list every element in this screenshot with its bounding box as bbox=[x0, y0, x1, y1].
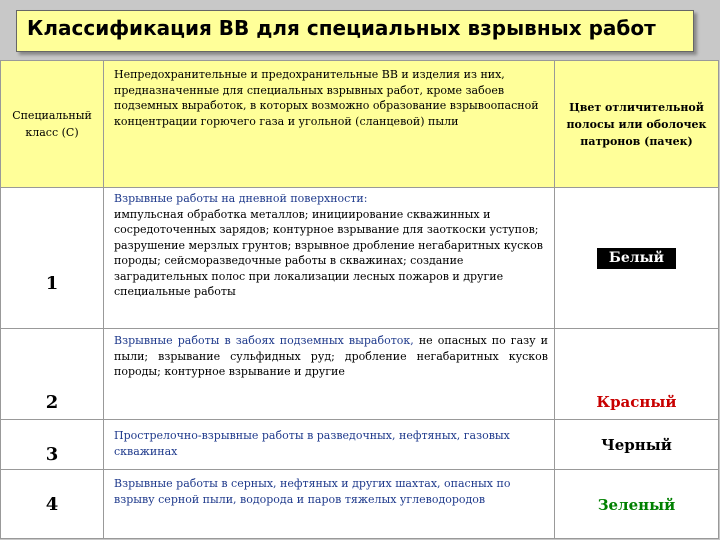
header-color-text: Цвет отличительной полосы или оболочек патронов (пачек) bbox=[566, 100, 707, 148]
row-3-description bbox=[104, 420, 555, 470]
row-2-number: 2 bbox=[45, 392, 59, 413]
header-description-text: Непредохранительные и предохранительные ВВ и изделия из них, предназначенные для специальных взрывных работ, кроме забоев подземных выработок, в которых возможно образование взрывоопасной концентрации горючего газа и угольной (сланцевой) пыли bbox=[114, 68, 539, 128]
header-class bbox=[1, 61, 104, 188]
row-4-color-label: Зеленый bbox=[597, 495, 676, 514]
row-1-description bbox=[104, 188, 555, 329]
row-1-text: импульсная обработка металлов; инициирование скважинных и сосредоточенных зарядов; контурное взрывание для заоткоски уступов; разрушение мерзлых грунтов; взрывное дробление негабаритных кусков породы; сейсморазведочные работы в скважинах; создание заградительных полос при локализации лесных пожаров и другие специальные работы bbox=[114, 207, 543, 298]
row-3-lead: Прострелочно-взрывные работы в разведочных, нефтяных, газовых скважинах bbox=[114, 429, 510, 458]
row-4-description bbox=[104, 470, 555, 539]
row-3-number: 3 bbox=[45, 444, 59, 465]
header-description bbox=[104, 61, 555, 188]
row-3-color-label: Черный bbox=[601, 436, 672, 454]
table-row bbox=[1, 470, 719, 539]
row-2-color-label: Красный bbox=[596, 393, 677, 411]
title-box bbox=[16, 10, 694, 52]
header-class-text: Специальный класс (С) bbox=[12, 109, 92, 139]
page-title: Классификация ВВ для специальных взрывных работ bbox=[27, 16, 656, 40]
header-color bbox=[555, 61, 719, 188]
row-4-color bbox=[555, 470, 719, 539]
row-3-color bbox=[555, 420, 719, 470]
row-2-color bbox=[555, 329, 719, 420]
row-3-class bbox=[1, 420, 104, 470]
table-row bbox=[1, 329, 719, 420]
row-2-text: не опасных по газу и пыли; взрывание сульфидных руд; дробление негабаритных кусков породы; контурное взрывание и другие bbox=[114, 334, 548, 378]
row-1-color bbox=[555, 188, 719, 329]
classification-table bbox=[0, 60, 719, 539]
table-row bbox=[1, 188, 719, 329]
row-2-class bbox=[1, 329, 104, 420]
row-1-class bbox=[1, 188, 104, 329]
row-4-class bbox=[1, 470, 104, 539]
row-1-number: 1 bbox=[45, 272, 59, 294]
row-4-lead: Взрывные работы в серных, нефтяных и других шахтах, опасных по взрыву серной пыли, водорода и паров тяжелых углеводородов bbox=[114, 477, 511, 506]
row-1-lead: Взрывные работы на дневной поверхности: bbox=[114, 192, 368, 205]
table-header-row bbox=[1, 61, 719, 188]
row-2-lead: Взрывные работы в забоях подземных выработок, bbox=[114, 334, 414, 347]
table-row bbox=[1, 420, 719, 470]
row-1-color-label: Белый bbox=[597, 248, 676, 269]
row-4-number: 4 bbox=[45, 493, 59, 515]
row-2-description bbox=[104, 329, 555, 420]
